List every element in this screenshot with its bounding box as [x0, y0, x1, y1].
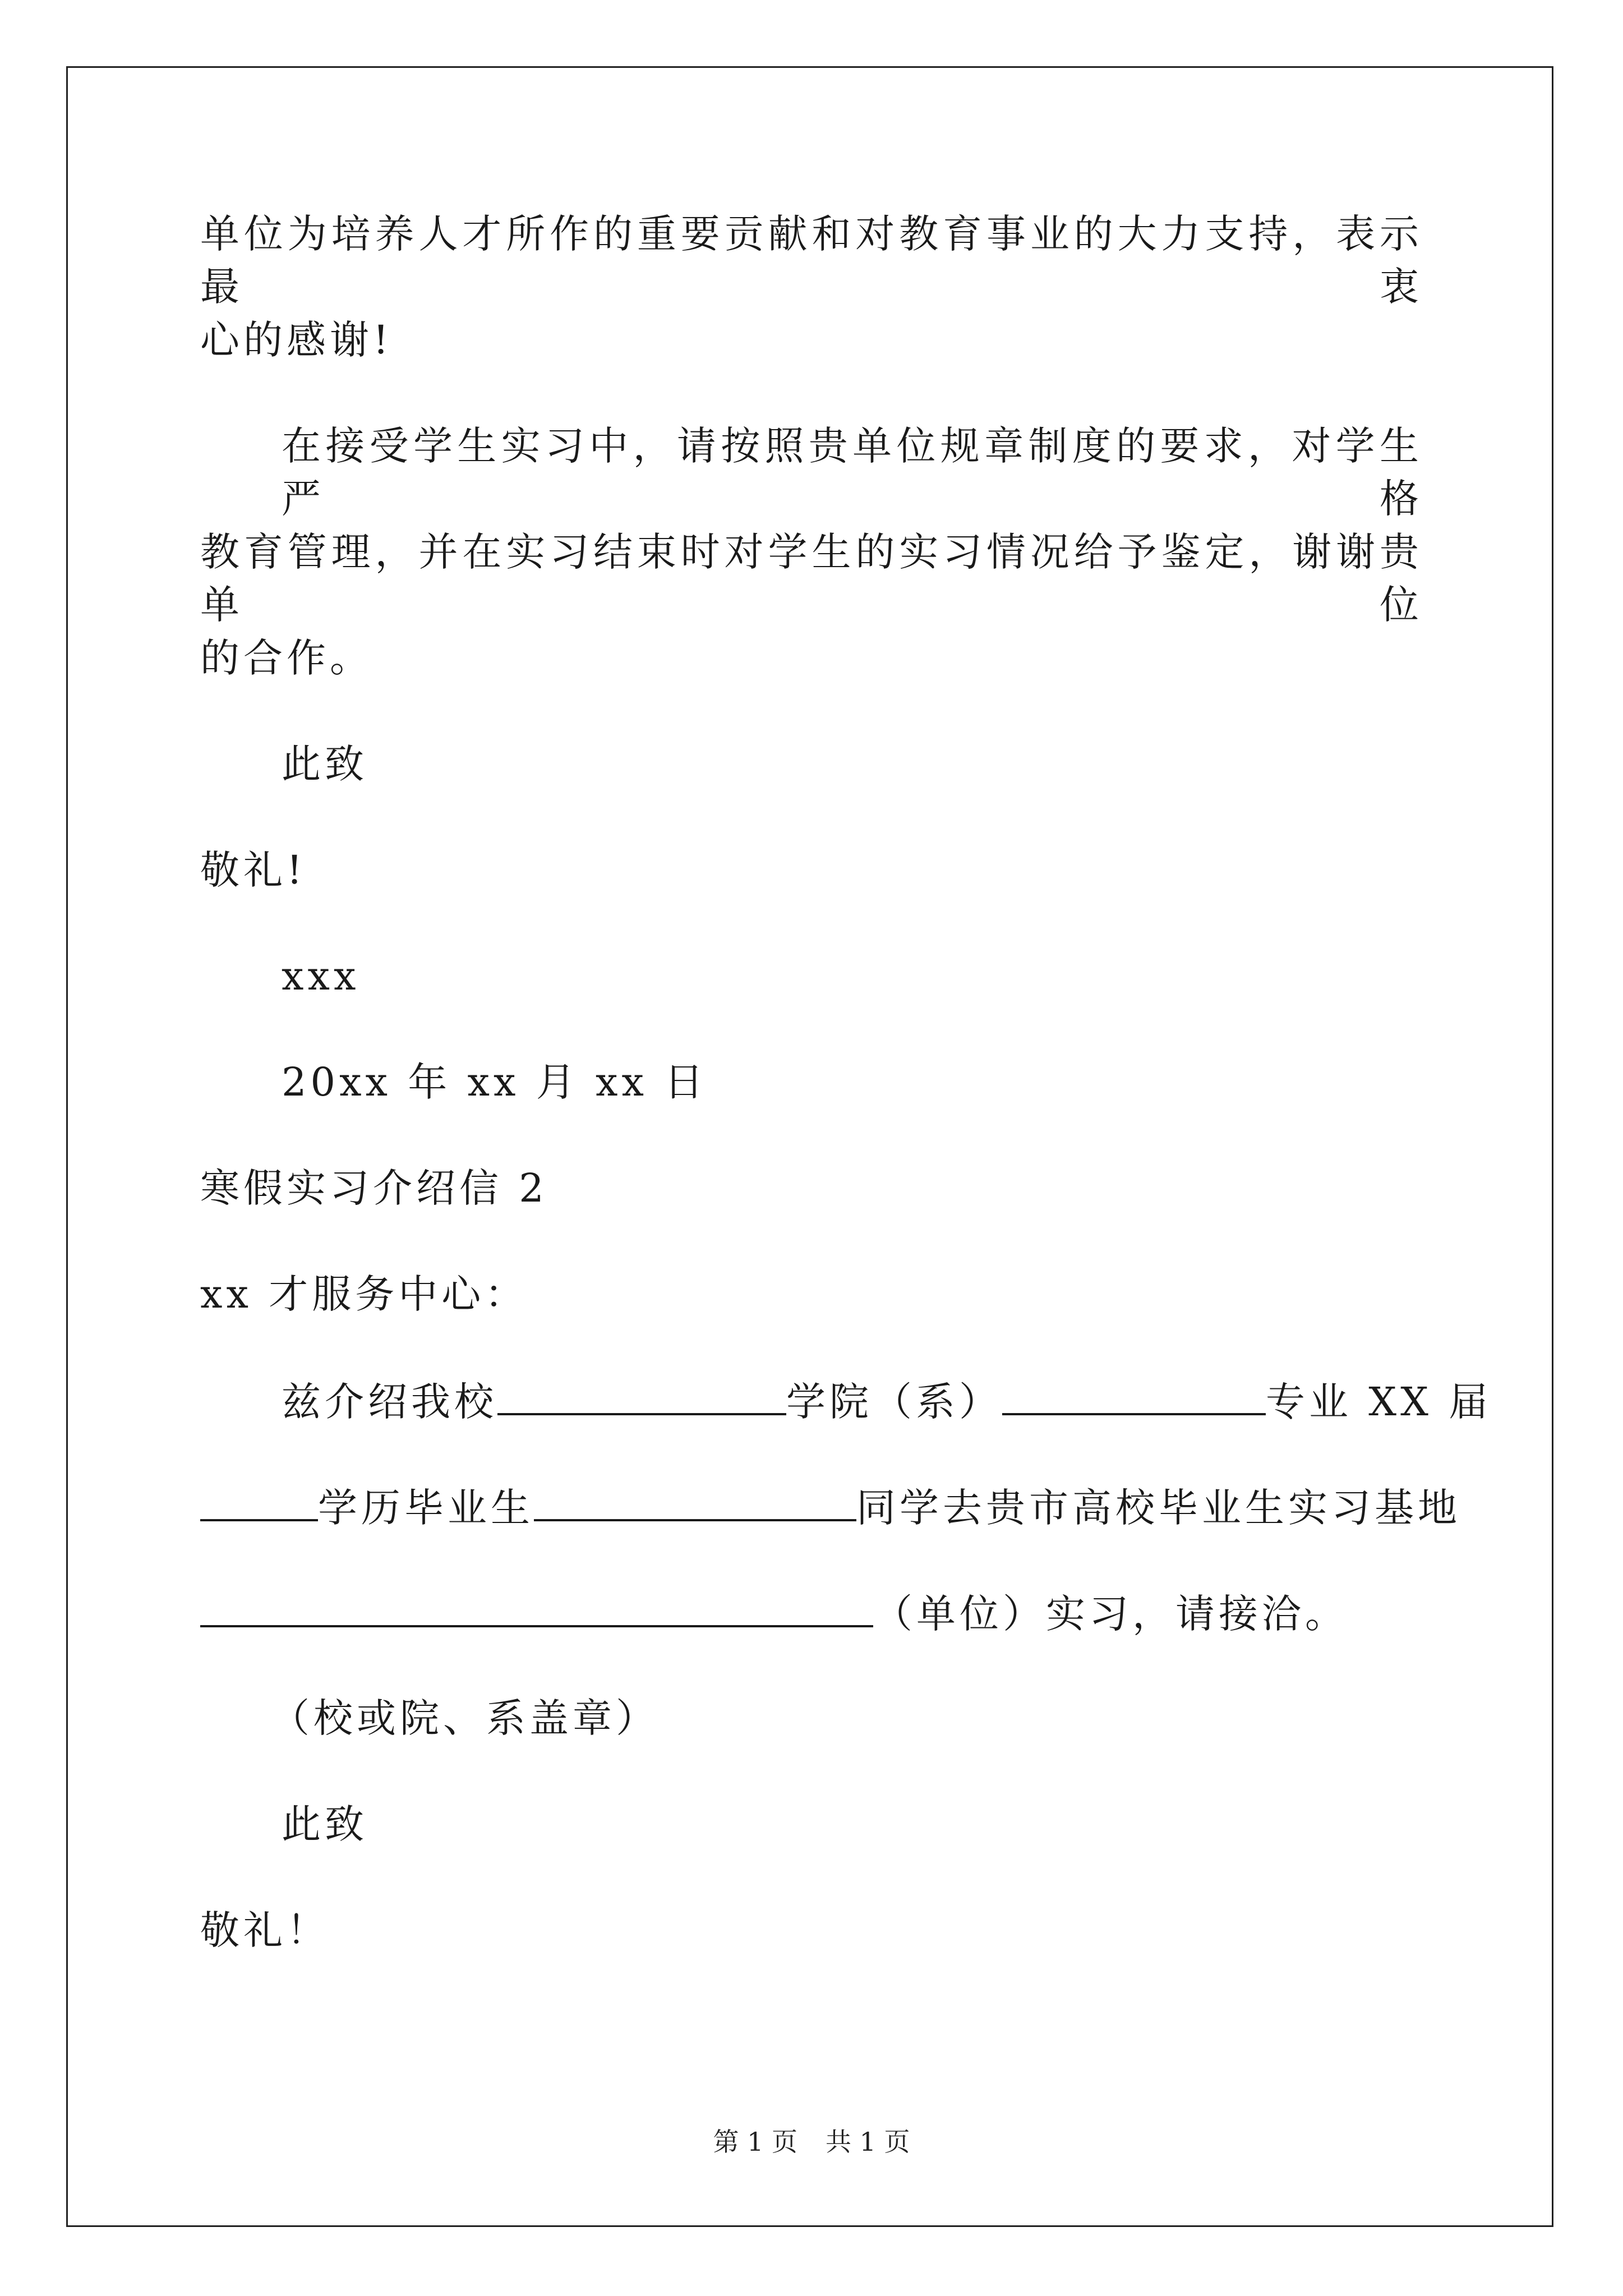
letter2-unit-line — [200, 1586, 1423, 1639]
intro-college: 学院（系） — [786, 1379, 1002, 1425]
letter1-para2-line1: 在接受学生实习中，请按照贵单位规章制度的要求，对学生严格 — [282, 423, 1423, 522]
major-blank — [1002, 1374, 1266, 1415]
page-number: 第 1 页 — [713, 2127, 797, 2157]
page-total: 共 1 页 — [826, 2127, 910, 2157]
page-footer — [0, 2122, 1623, 2159]
letter1-salute: 敬礼! — [200, 847, 307, 893]
letter1-body-end-line1: 单位为培养人才所作的重要贡献和对教育事业的大力支持，表示最衷 — [200, 211, 1423, 310]
letter2-salute: 敬礼！ — [200, 1907, 330, 1953]
unit-suffix: （单位）实习，请接洽。 — [873, 1591, 1348, 1637]
letter2-stamp: （校或院、系盖章） — [270, 1695, 659, 1741]
college-blank — [497, 1374, 786, 1415]
student-name-blank — [534, 1480, 856, 1521]
letter2-closing: 此致 — [282, 1801, 368, 1847]
letter1-date: 20xx 年 xx 月 xx 日 — [282, 1059, 708, 1105]
unit-blank — [200, 1586, 873, 1627]
intro-prefix: 兹介绍我校 — [282, 1379, 497, 1425]
classmate-suffix: 同学去贵市高校毕业生实习基地 — [856, 1485, 1461, 1531]
letter1-closing: 此致 — [282, 741, 368, 787]
degree-blank — [200, 1480, 318, 1521]
letter2-degree-line — [200, 1480, 1461, 1533]
intro-major: 专业 XX 届 — [1266, 1379, 1492, 1425]
degree-suffix: 学历毕业生 — [318, 1485, 534, 1531]
letter2-title: 寒假实习介绍信 2 — [200, 1165, 548, 1211]
letter1-signer: xxx — [282, 953, 360, 999]
letter2-recipient: xx 才服务中心： — [200, 1271, 528, 1317]
letter1-para2-line3: 的合作。 — [200, 635, 373, 681]
letter1-para2-line2: 教育管理，并在实习结束时对学生的实习情况给予鉴定，谢谢贵单位 — [200, 529, 1423, 628]
letter1-body-end-line2: 心的感谢! — [200, 317, 393, 363]
letter2-intro-line — [200, 1374, 1492, 1427]
document-body — [200, 208, 1492, 2010]
